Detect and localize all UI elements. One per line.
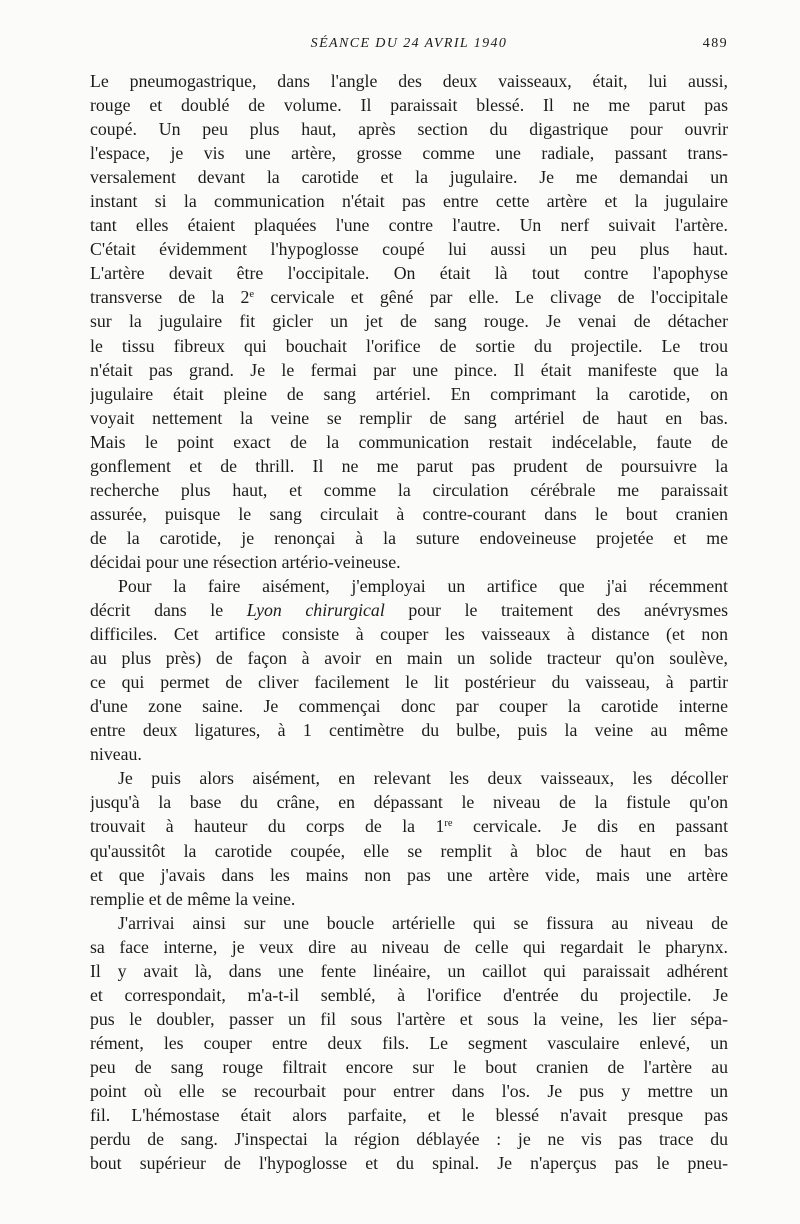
text-segment: cervicale. Je dis en passant	[452, 816, 728, 837]
text-line: de la carotide, je renonçai à la suture endoveineuse projetée et me	[90, 527, 728, 548]
text-line: Je puis alors aisément, en relevant les deux vaisseaux, les décoller	[118, 768, 728, 789]
text-line: versalement devant la carotide et la jugulaire. Je me demandai un	[90, 167, 728, 188]
text-line: remplie et de même la veine.	[90, 888, 296, 909]
text-line: jugulaire était pleine de sang artériel. En comprimant la carotide, on	[90, 383, 728, 404]
text-line: C'était évidemment l'hypoglosse coupé lui aussi un peu plus haut.	[90, 239, 728, 260]
text-line: qu'aussitôt la carotide coupée, elle se remplit à bloc de haut en bas	[90, 840, 728, 861]
text-line: Pour la faire aisément, j'employai un artifice que j'ai récemment	[118, 575, 728, 596]
journal-title: Lyon chirurgical	[246, 600, 385, 621]
body-text	[90, 69, 728, 1175]
text-line: L'artère devait être l'occipitale. On était là tout contre l'apophyse	[90, 263, 728, 284]
text-line: J'arrivai ainsi sur une boucle artérielle qui se fissura au niveau de	[118, 912, 728, 933]
text-line: l'espace, je vis une artère, grosse comme une radiale, passant trans-	[90, 143, 728, 164]
page-header	[90, 36, 728, 56]
text-line	[90, 598, 728, 622]
text-line: Le pneumogastrique, dans l'angle des deux vaisseaux, était, lui aussi,	[90, 71, 728, 91]
text-line: Mais le point exact de la communication restait indécelable, faute de	[90, 431, 728, 452]
text-segment: cervicale et gêné par elle. Le clivage de l'occipitale	[254, 287, 728, 308]
text-line	[90, 285, 728, 309]
text-line: sur la jugulaire fit gicler un jet de sang rouge. Je venai de détacher	[90, 311, 728, 332]
text-line: jusqu'à la base du crâne, en dépassant le niveau de la fistule qu'on	[90, 792, 728, 813]
text-line: tant elles étaient plaquées l'une contre l'autre. Un nerf suivait l'artère.	[90, 215, 728, 236]
text-line: pus le doubler, passer un fil sous l'artère et sous la veine, les lier sépa-	[90, 1008, 728, 1029]
ordinal-superscript: e	[249, 289, 255, 301]
text-line: entre deux ligatures, à 1 centimètre du bulbe, puis la veine au même	[90, 720, 728, 741]
text-line: décidai pour une résection artério-veineuse.	[90, 551, 401, 572]
text-line: sa face interne, je veux dire au niveau de celle qui regardait le pharynx.	[90, 936, 728, 957]
text-line: et correspondait, m'a-t-il semblé, à l'orifice d'entrée du projectile. Je	[90, 984, 728, 1005]
text-line: fil. L'hémostase était alors parfaite, et le blessé n'avait presque pas	[90, 1105, 728, 1126]
text-segment: décrit dans le	[90, 600, 247, 621]
text-segment: pour le traitement des anévrysmes	[384, 600, 728, 621]
text-line: bout supérieur de l'hypoglosse et du spinal. Je n'aperçus pas le pneu-	[90, 1153, 728, 1174]
text-line: voyait nettement la veine se remplir de sang artériel de haut en bas.	[90, 407, 728, 428]
text-line: d'une zone saine. Je commençai donc par couper la carotide interne	[90, 696, 728, 717]
text-line: instant si la communication n'était pas entre cette artère et la jugulaire	[90, 191, 728, 212]
page-number: 489	[702, 36, 728, 51]
text-line: gonflement et de thrill. Il ne me parut pas prudent de poursuivre la	[90, 455, 728, 476]
text-line: niveau.	[90, 744, 142, 765]
text-line: n'était pas grand. Je le fermai par une pince. Il était manifeste que la	[90, 359, 728, 380]
text-segment: transverse de la 2	[90, 287, 250, 308]
text-line: coupé. Un peu plus haut, après section du digastrique pour ouvrir	[90, 119, 728, 140]
text-line: perdu de sang. J'inspectai la région déblayée : je ne vis pas trace du	[90, 1129, 728, 1150]
text-line: recherche plus haut, et comme la circulation cérébrale me paraissait	[90, 479, 728, 500]
text-line: rouge et doublé de volume. Il paraissait blessé. Il ne me parut pas	[90, 95, 728, 116]
text-line: difficiles. Cet artifice consiste à couper les vaisseaux à distance (et non	[90, 624, 728, 645]
text-line: au plus près) de façon à avoir en main un solide tracteur qu'on soulève,	[90, 648, 728, 669]
text-line: Il y avait là, dans une fente linéaire, un caillot qui paraissait adhérent	[90, 960, 728, 981]
text-line: peu de sang rouge filtrait encore sur le bout cranien de l'artère au	[90, 1056, 728, 1077]
running-title: SÉANCE DU 24 AVRIL 1940	[310, 36, 508, 51]
text-line: et que j'avais dans les mains non pas une artère vide, mais une artère	[90, 864, 728, 885]
text-line: le tissu fibreux qui bouchait l'orifice de sortie du projectile. Le trou	[90, 335, 728, 356]
ordinal-superscript: re	[444, 818, 453, 830]
text-line	[90, 814, 728, 838]
text-line: point où elle se recourbait pour entrer dans l'os. Je pus y mettre un	[90, 1080, 728, 1101]
text-line: assurée, puisque le sang circulait à contre-courant dans le bout cranien	[90, 503, 728, 524]
text-segment: trouvait à hauteur du corps de la 1	[90, 816, 445, 837]
text-line: ce qui permet de cliver facilement le lit postérieur du vaisseau, à partir	[90, 672, 728, 693]
text-line: rément, les couper entre deux fils. Le segment vasculaire enlevé, un	[90, 1032, 728, 1053]
